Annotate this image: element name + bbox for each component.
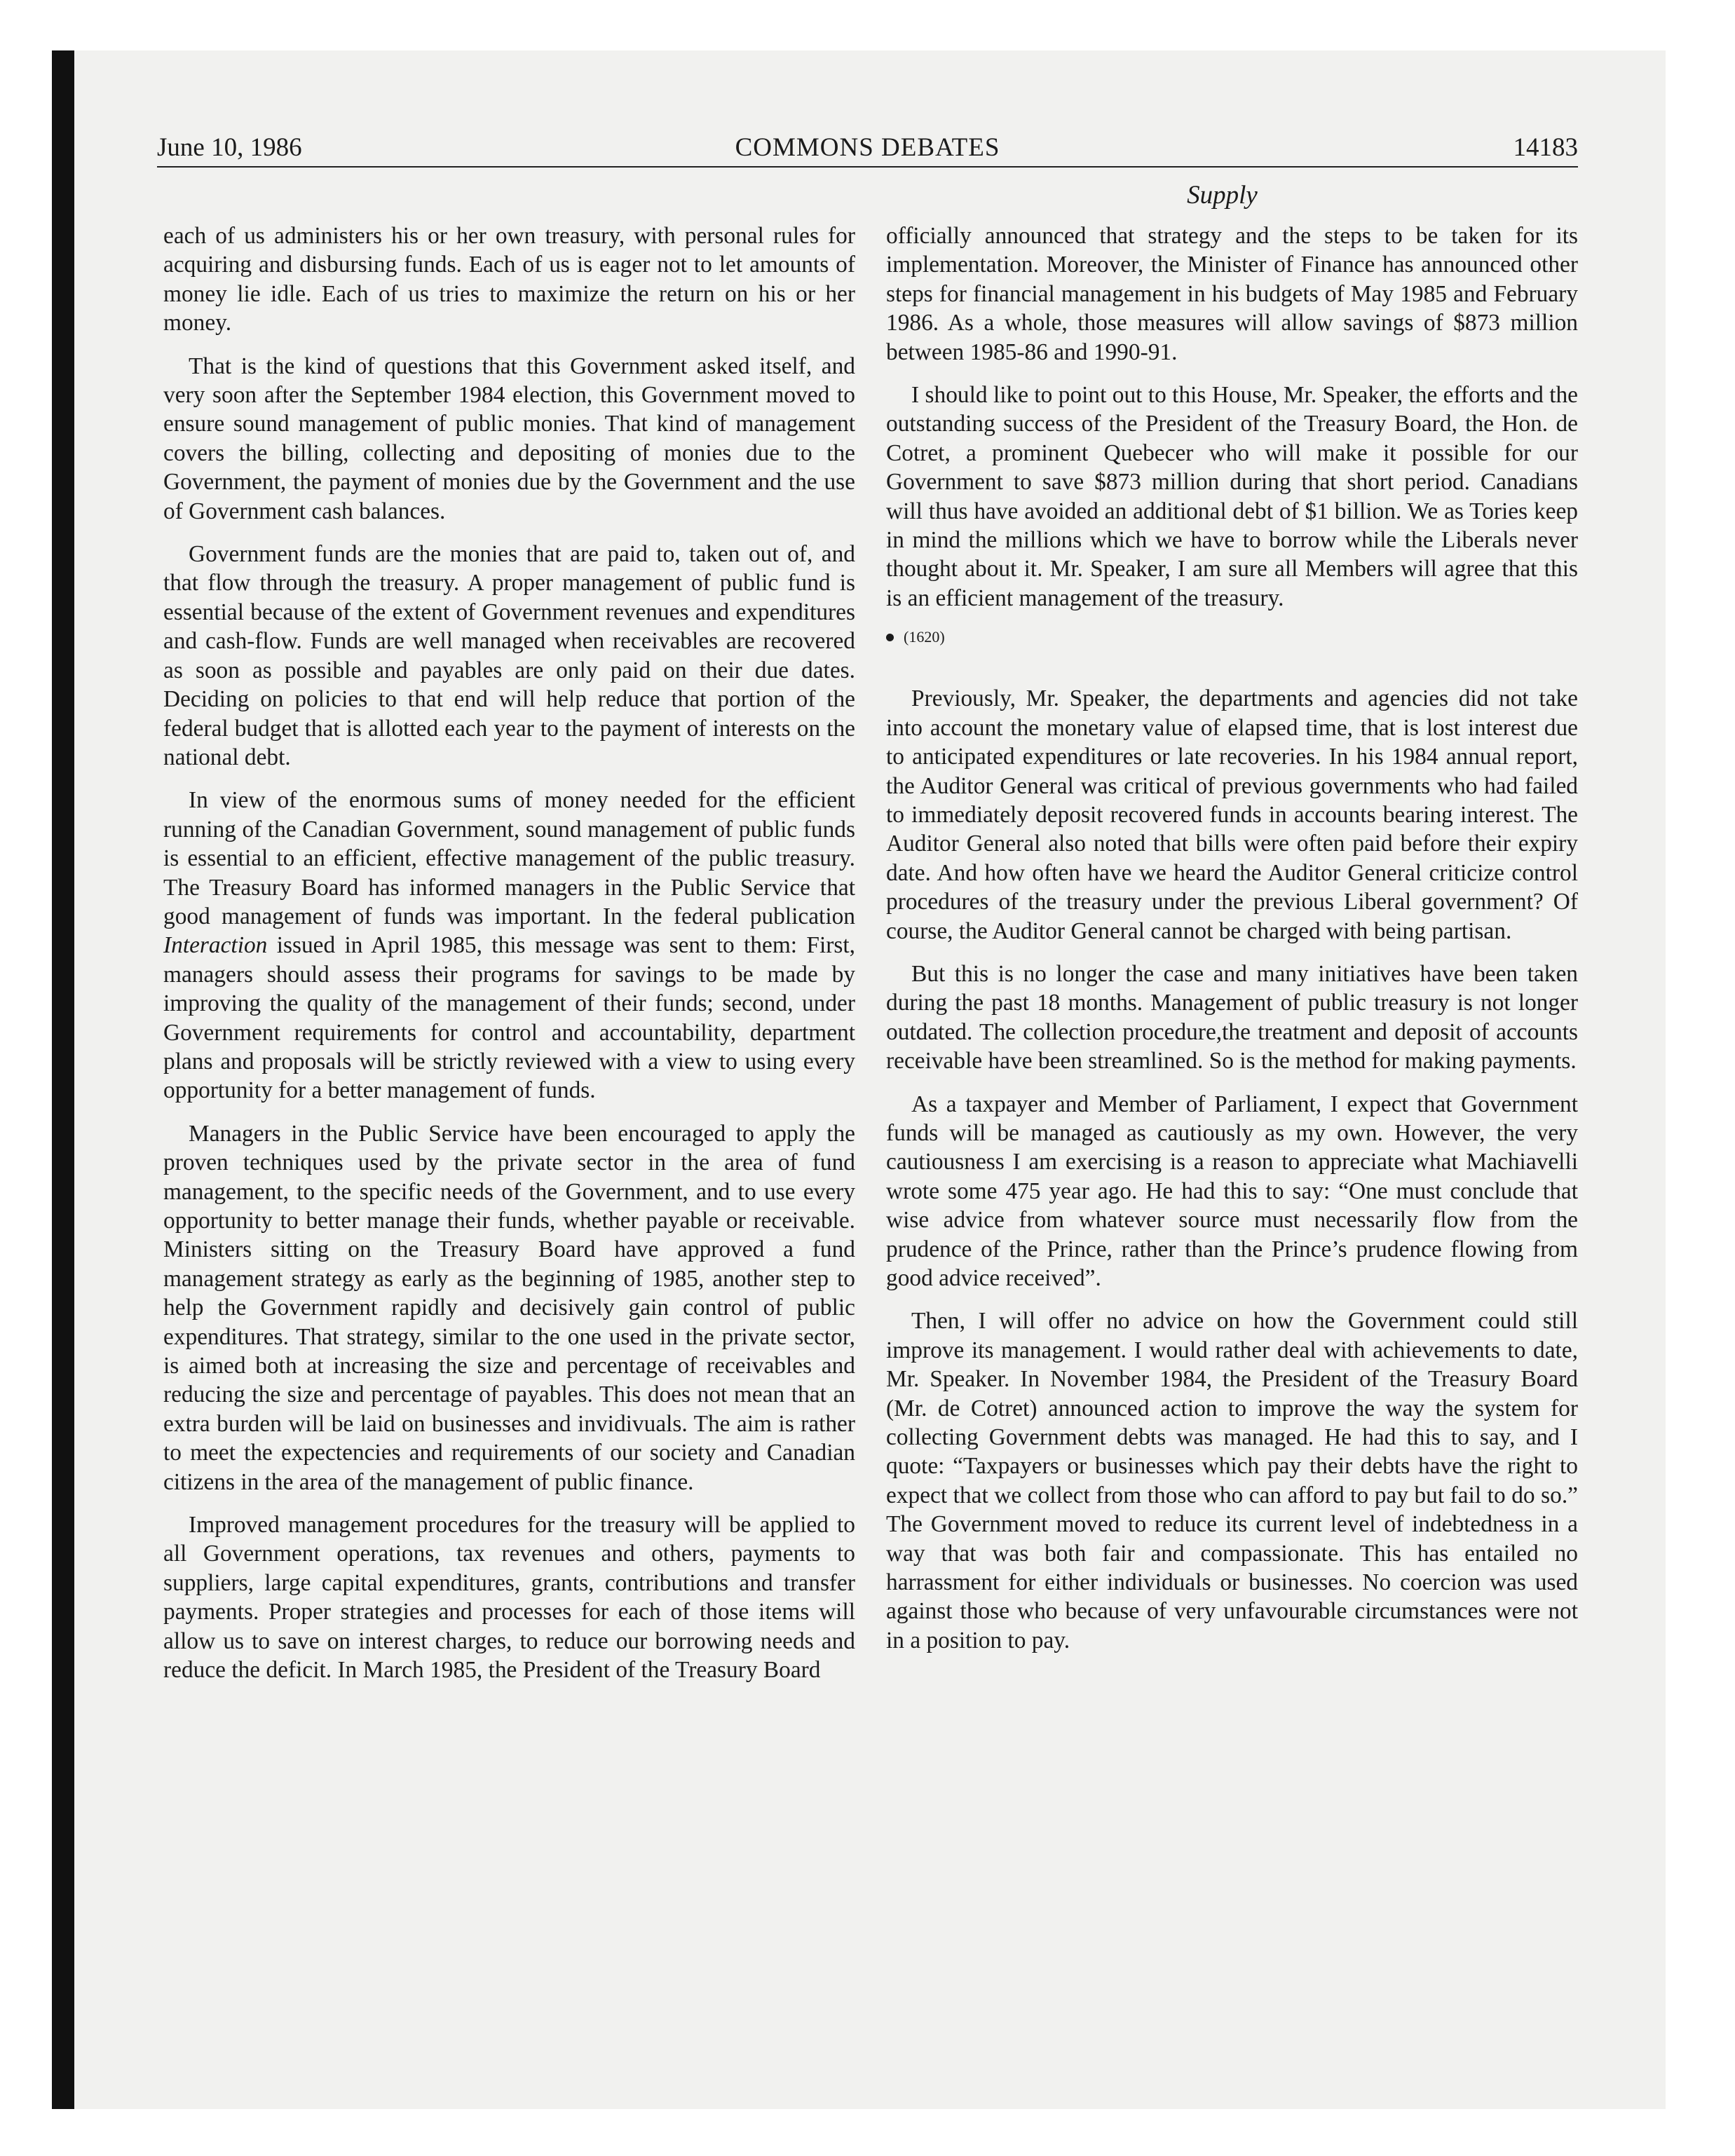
- paragraph: each of us administers his or her own treasury, with personal rules for acquiring and disbursing funds. Each of us is eager not to let amounts of money lie idle. Each of us tries to maximize the return on his or her money.: [163, 223, 855, 336]
- right-column: [886, 221, 1578, 1669]
- paragraph: That is the kind of questions that this Government asked itself, and very soon after the September 1984 election, this Government moved to ensure sound management of public monies. That kind of management covers the billing, collecting and depositing of monies due to the Government, the payment of monies due by the Government and the use of Government cash balances.: [163, 353, 855, 524]
- paragraph: I should like to point out to this House, Mr. Speaker, the efforts and the outstanding success of the President of the Treasury Board, the Hon. de Cotret, a prominent Quebecer who will make it possible for our Government to save $873 million during that short period. Canadians will thus have avoided an additional debt of $1 billion. We as Tories keep in mind the millions which we have to borrow while the Liberals never thought about it. Mr. Speaker, I am sure all Members will agree that this is an efficient management of the treasury.: [886, 382, 1578, 611]
- paragraph: But this is no longer the case and many initiatives have been taken during the past 18 months. Management of public treasury is not longer outdated. The collection procedure,the treatment and deposit of accounts receivable have been streamlined. So is the method for making payments.: [886, 960, 1578, 1074]
- left-column: [163, 221, 855, 1699]
- page-header: [157, 131, 1578, 165]
- paragraph: Previously, Mr. Speaker, the departments and agencies did not take into account the monetary value of elapsed time, that is lost interest due to anticipated expenditures or late recoveries. In his 1984 annual report, the Auditor General was critical of previous governments who had failed to immediately deposit recovered funds in accounts bearing interest. The Auditor General also noted that bills were often paid before their expiry date. And how often have we heard the Auditor General criticize control procedures of the treasury under the previous Liberal government? Of course, the Auditor General cannot be charged with being partisan.: [886, 685, 1578, 944]
- bullet-icon: [886, 634, 894, 641]
- paragraph-text: In view of the enormous sums of money needed for the efficient running of the Canadian Government, sound management of public funds is essential to an efficient, effective management of the public treasury. The Treasury Board has informed managers in the Public Service that good management of funds was important. In the federal publication: [163, 787, 855, 929]
- paragraph-text: issued in April 1985, this message was sent to them: First, managers should assess their programs for savings to be made by improving the quality of the management of their funds; second, under Government requirements for control and accountability, department plans and proposals will be strictly reviewed with a view to using every opportunity for a better management of funds.: [163, 932, 855, 1104]
- header-rule: [157, 166, 1578, 168]
- time-stamp-text: (1620): [904, 628, 945, 646]
- header-publication: COMMONS DEBATES: [735, 133, 1000, 162]
- paragraph: Government funds are the monies that are paid to, taken out of, and that flow through the treasury. A proper management of public fund is essential because of the extent of Government revenues and expenditures and cash-flow. Funds are well managed when receivables are recovered as soon as possible and payables are only paid on their due dates. Deciding on policies to that end will help reduce that portion of the federal budget that is allotted each year to the payment of interests on the national debt.: [163, 541, 855, 770]
- publication-name: Interaction: [163, 932, 268, 959]
- paragraph: Improved management procedures for the treasury will be applied to all Government operations, tax revenues and others, payments to suppliers, large capital expenditures, grants, contributions and transfer payments. Proper strategies and processes for each of those items will allow us to save on interest charges, to reduce our borrowing needs and reduce the deficit. In March 1985, the President of the Treasury Board: [163, 1512, 855, 1684]
- scanned-page: [52, 50, 1666, 2109]
- scan-edge-shadow: [52, 50, 74, 2109]
- header-page-number: 14183: [1513, 133, 1578, 162]
- header-date: June 10, 1986: [157, 133, 302, 162]
- time-stamp: [886, 627, 1578, 648]
- paragraph: officially announced that strategy and the steps to be taken for its implementation. Moreover, the Minister of Finance has announced other steps for financial management in his budgets of May 1985 and February 1986. As a whole, those measures will allow savings of $873 million between 1985-86 and 1990-91.: [886, 223, 1578, 365]
- section-title: Supply: [1187, 181, 1258, 210]
- paragraph: Then, I will offer no advice on how the Government could still improve its management. I would rather deal with achievements to date, Mr. Speaker. In November 1984, the President of the Treasury Board (Mr. de Cotret) announced action to improve the way the system for collecting Government debts was managed. He had this to say, and I quote: “Taxpayers or businesses which pay their debts have the right to expect that we collect from those who can afford to pay but fail to do so.” The Government moved to reduce its current level of indebtedness in a way that was both fair and compassionate. This has entailed no harrassment for either individuals or businesses. No coercion was used against those who because of very unfavourable circumstances were not in a position to pay.: [886, 1308, 1578, 1653]
- paragraph: [163, 786, 855, 1105]
- paragraph: Managers in the Public Service have been encouraged to apply the proven techniques used by the private sector in the area of fund management, to the specific needs of the Government, and to use every opportunity to better manage their funds, whether payable or receivable. Ministers sitting on the Treasury Board have approved a fund management strategy as early as the beginning of 1985, another step to help the Government rapidly and decisively gain control of public expenditures. That strategy, similar to the one used in the private sector, is aimed both at increasing the size and percentage of receivables and reducing the size and percentage of payables. This does not mean that an extra burden will be laid on businesses and invidivuals. The aim is rather to meet the expectencies and requirements of our society and Canadian citizens in the area of the management of public finance.: [163, 1120, 855, 1495]
- paragraph: As a taxpayer and Member of Parliament, I expect that Government funds will be managed as cautiously as my own. However, the very cautiousness I am exercising is a reason to appreciate what Machiavelli wrote some 475 year ago. He had this to say: “One must conclude that wise advice from whatever source must necessarily flow from the prudence of the Prince, rather than the Prince’s prudence flowing from good advice received”.: [886, 1091, 1578, 1291]
